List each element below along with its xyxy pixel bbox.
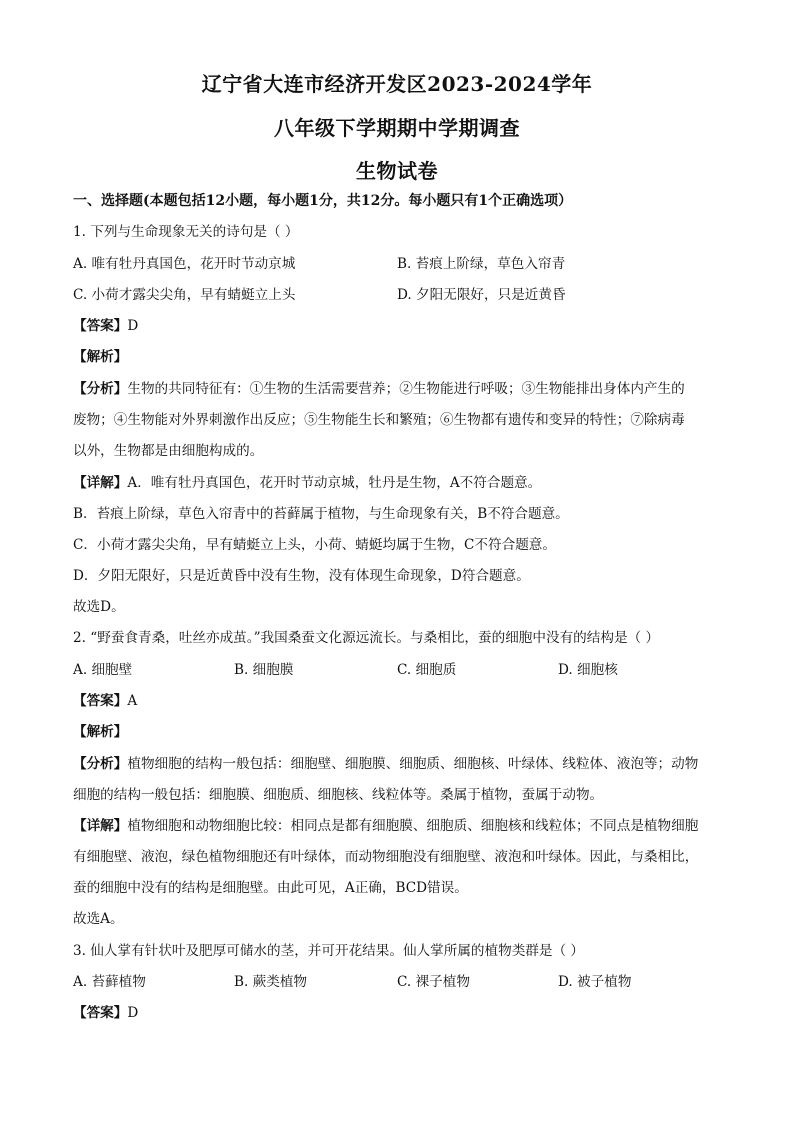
question-2-fenxi-line-1 <box>73 754 723 774</box>
question-1-option-d: D. 夕阳无限好，只是近黄昏 <box>397 287 566 303</box>
document-title-line1: 辽宁省大连市经济开发区2023-2024学年 <box>201 72 593 96</box>
answer-value: A <box>127 693 138 709</box>
answer-value: D <box>127 1005 139 1021</box>
answer-tag: 【答案】 <box>73 318 128 334</box>
question-2-option-c: C. 细胞质 <box>397 662 457 678</box>
question-2-analysis-tag <box>73 722 723 742</box>
question-1-xiangjie-line-3: C．小荷才露尖尖角，早有蜻蜓立上头，小荷、蜻蜓均属于生物，C不符合题意。 <box>73 537 556 553</box>
question-2-xiangjie-line-3: 蚕的细胞中没有的结构是细胞壁。由此可见，A正确，BCD错误。 <box>73 880 468 896</box>
question-1-xiangjie-line-4: D．夕阳无限好，只是近黄昏中没有生物，没有体现生命现象，D符合题意。 <box>73 568 530 584</box>
question-3-option-a: A. 苔藓植物 <box>73 974 146 990</box>
question-1-option-a: A. 唯有牡丹真国色，花开时节动京城 <box>73 256 296 272</box>
answer-tag: 【答案】 <box>73 693 128 709</box>
answer-tag: 【答案】 <box>73 1005 128 1021</box>
fenxi-text: 植物细胞的结构一般包括：细胞壁、细胞膜、细胞质、细胞核、叶绿体、线粒体、液泡等；动物 <box>127 756 699 772</box>
xiangjie-text: A．唯有牡丹真国色，花开时节动京城，牡丹是生物，A不符合题意。 <box>127 475 542 491</box>
document-title-line3: 生物试卷 <box>356 159 438 183</box>
fenxi-text: 生物的共同特征有：①生物的生活需要营养；②生物能进行呼吸；③生物能排出身体内产生的 <box>127 381 685 397</box>
question-1-xiangjie-line-2: B．苔痕上阶绿，草色入帘青中的苔藓属于植物，与生命现象有关，B不符合题意。 <box>73 506 569 522</box>
question-2-xiangjie-line-1 <box>73 816 723 836</box>
question-2-conclusion: 故选A。 <box>73 911 124 927</box>
question-1-conclusion: 故选D。 <box>73 599 125 615</box>
question-1-fenxi-line-1 <box>73 379 723 399</box>
question-1-fenxi-line-2: 废物；④生物能对外界刺激作出反应；⑤生物能生长和繁殖；⑥生物都有遗传和变异的特性；⑦除病毒 <box>73 412 685 428</box>
question-2-answer <box>73 691 723 711</box>
question-1-option-b: B. 苔痕上阶绿，草色入帘青 <box>397 256 566 272</box>
fenxi-tag: 【分析】 <box>73 756 128 772</box>
xiangjie-text: 植物细胞和动物细胞比较：相同点是都有细胞膜、细胞质、细胞核和线粒体；不同点是植物细胞 <box>127 818 699 834</box>
question-1-analysis-tag <box>73 347 723 367</box>
question-2-option-b: B. 细胞膜 <box>234 662 294 678</box>
question-2-fenxi-line-2: 细胞的结构一般包括：细胞膜、细胞质、细胞核、线粒体等。桑属于植物，蚕属于动物。 <box>73 787 604 803</box>
question-1-fenxi-line-3: 以外，生物都是由细胞构成的。 <box>73 443 264 459</box>
question-1-stem: 1. 下列与生命现象无关的诗句是（ ） <box>73 224 299 240</box>
question-1-xiangjie-line-1 <box>73 473 723 493</box>
question-2-stem: 2. “野蚕食青桑，吐丝亦成茧。”我国桑蚕文化源远流长。与桑相比，蚕的细胞中没有的结构是（ ） <box>73 630 660 646</box>
fenxi-tag: 【分析】 <box>73 381 128 397</box>
question-2-xiangjie-line-2: 有细胞壁、液泡，绿色植物细胞还有叶绿体，而动物细胞没有细胞壁、液泡和叶绿体。因此，与桑相比， <box>73 849 699 865</box>
question-3-option-b: B. 蕨类植物 <box>234 974 308 990</box>
xiangjie-tag: 【详解】 <box>73 475 128 491</box>
analysis-tag: 【解析】 <box>73 349 128 365</box>
document-title-line2: 八年级下学期期中学期调查 <box>274 116 520 140</box>
section-heading: 一、选择题(本题包括12小题，每小题1分，共12分。每小题只有1个正确选项） <box>73 193 573 209</box>
question-3-answer <box>73 1003 723 1023</box>
question-1-answer <box>73 316 723 336</box>
question-2-option-a: A. 细胞壁 <box>73 662 133 678</box>
question-3-stem: 3. 仙人掌有针状叶及肥厚可储水的茎，并可开花结果。仙人掌所属的植物类群是（ ） <box>73 943 584 959</box>
answer-value: D <box>127 318 139 334</box>
question-3-option-c: C. 裸子植物 <box>397 974 470 990</box>
question-1-option-c: C. 小荷才露尖尖角，早有蜻蜓立上头 <box>73 287 296 303</box>
analysis-tag: 【解析】 <box>73 724 128 740</box>
question-2-option-d: D. 细胞核 <box>558 662 618 678</box>
question-3-option-d: D. 被子植物 <box>558 974 632 990</box>
xiangjie-tag: 【详解】 <box>73 818 128 834</box>
